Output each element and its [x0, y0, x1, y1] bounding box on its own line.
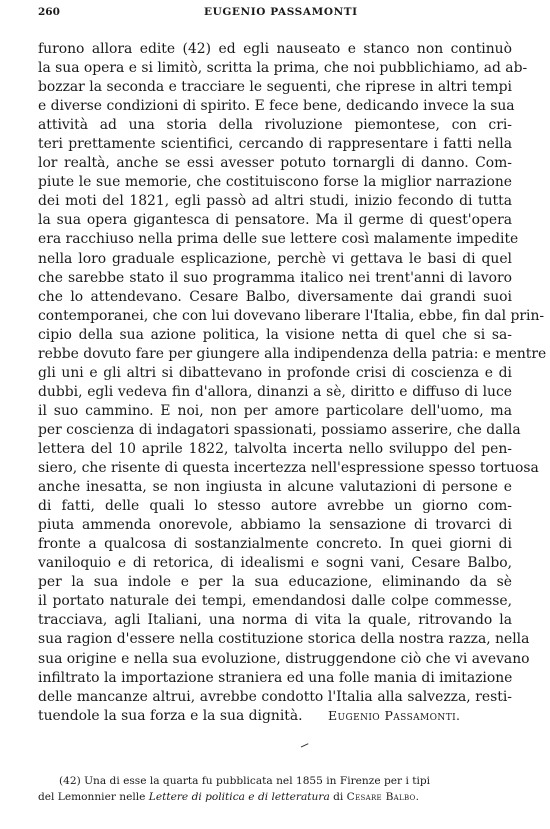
text-line: che sarebbe stato il suo programma italico nei trent'anni di lavoro [38, 269, 512, 286]
text-line: lettera del 10 aprile 1822, talvolta incerta nello sviluppo del pen- [38, 440, 512, 457]
text-line: fronte a qualcosa di sostanzialmente concreto. In quei giorni di [38, 536, 512, 553]
text-line: dubbi, egli vedeva fin d'allora, dinanzi a sè, diritto e diffuso di luce [38, 383, 512, 400]
text-line: piute le sue memorie, che costituiscono forse la miglior narrazione [38, 174, 512, 191]
text-line: contemporanei, che con lui dovevano liberare l'Italia, ebbe, fin dal prin- [38, 307, 545, 324]
author-signature: Eugenio Passamonti. [328, 708, 461, 723]
text-line: cipio della sua azione politica, la visione netta di quel che si sa- [38, 326, 512, 343]
page-number: 260 [38, 6, 60, 18]
text-line: gli uni e gli altri si dibattevano in profonde crisi di coscienza e di [38, 364, 512, 381]
text-line: per la sua indole e per la sua educazione, eliminando da sè [38, 574, 512, 591]
footnote-publisher-text: del Lemonnier nelle [38, 791, 149, 803]
text-line: infiltrato la importazione straniera ed una folle mania di imitazione [38, 669, 513, 686]
text-line: delle mancanze altrui, avrebbe condotto l'Italia alla salvezza, resti- [38, 688, 512, 705]
text-line: piuta ammenda onorevole, abbiamo la sensazione di trovarci di [38, 517, 512, 534]
text-line: dei moti del 1821, egli passò ad altri studi, inizio fecondo di tutta [38, 193, 512, 210]
text-line: sua origine e nella sua evoluzione, distruggendone ciò che vi avevano [38, 650, 530, 667]
footnote-book-title: Lettere di politica e di letteratura [148, 791, 330, 803]
footnote-line-1: (42) Una di esse la quarta fu pubblicata nel 1855 in Firenze per i tipi [59, 775, 431, 787]
text-line: nella loro graduale esplicazione, perchè vi gettava le basi di quel [38, 250, 512, 267]
footnote-author: Cesare Balbo. [346, 791, 420, 803]
text-line: attività ad una storia della rivoluzione piemontese, con cri- [38, 117, 512, 134]
body-text [38, 40, 547, 726]
text-line: siero, che risente di questa incertezza nell'espressione spesso tortuosa [38, 460, 539, 477]
footnote-connector: di [329, 791, 347, 803]
footnote-line-2 [38, 789, 512, 805]
text-line: sua ragion d'essere nella costituzione storica della nostra razza, nella [38, 631, 530, 648]
text-line: rebbe dovuto fare per giungere alla indipendenza della patria: e mentre [38, 345, 547, 362]
text-line: anche inesatta, se non ingiusta in alcune valutazioni di persone e [38, 479, 512, 496]
text-line: la sua opera gigantesca di pensatore. Ma il germe di quest'opera [38, 212, 512, 229]
text-line: per coscienza di indagatori spassionati, possiamo asserire, che dalla [38, 421, 521, 438]
text-line: la sua opera e si limitò, scritta la prima, che noi pubblichiamo, ad ab- [38, 60, 528, 77]
text-line: era racchiuso nella prima delle sue lettere così malamente impedite [38, 231, 519, 248]
text-line: che lo attendevano. Cesare Balbo, diversamente dai grandi suoi [38, 288, 512, 305]
text-line: tuendole la sua forza e la sua dignità. [38, 707, 303, 724]
text-line: vaniloquio e di retorica, di idealismi e sogni vani, Cesare Balbo, [38, 555, 512, 572]
footnote [38, 773, 512, 805]
text-line: bozzar la seconda e tracciare le seguenti, che riprese in altri tempi [38, 79, 512, 96]
text-line: di fatti, delle quali lo stesso autore avrebbe un giorno com- [38, 498, 512, 515]
text-line: il portato naturale dei tempi, emendandosi dalle colpe commesse, [38, 593, 512, 610]
text-line: e diverse condizioni di spirito. E fece bene, dedicando invece la sua [38, 98, 515, 115]
text-line: il suo cammino. E noi, non per amore particolare dell'uomo, ma [38, 402, 512, 419]
text-line: teri prettamente scientifici, cercando di rappresentare i fatti nella [38, 136, 512, 153]
text-line: lor realtà, anche se essi avesser potuto tornargli di danno. Com- [38, 155, 512, 172]
page-header [38, 6, 518, 22]
text-line: tracciava, agli Italiani, una norma di vita la quale, ritrovando la [38, 612, 512, 629]
running-title: EUGENIO PASSAMONTI [204, 6, 358, 18]
ink-mark [300, 740, 309, 747]
text-line: furono allora edite (42) ed egli nauseato e stanco non continuò [38, 41, 512, 57]
